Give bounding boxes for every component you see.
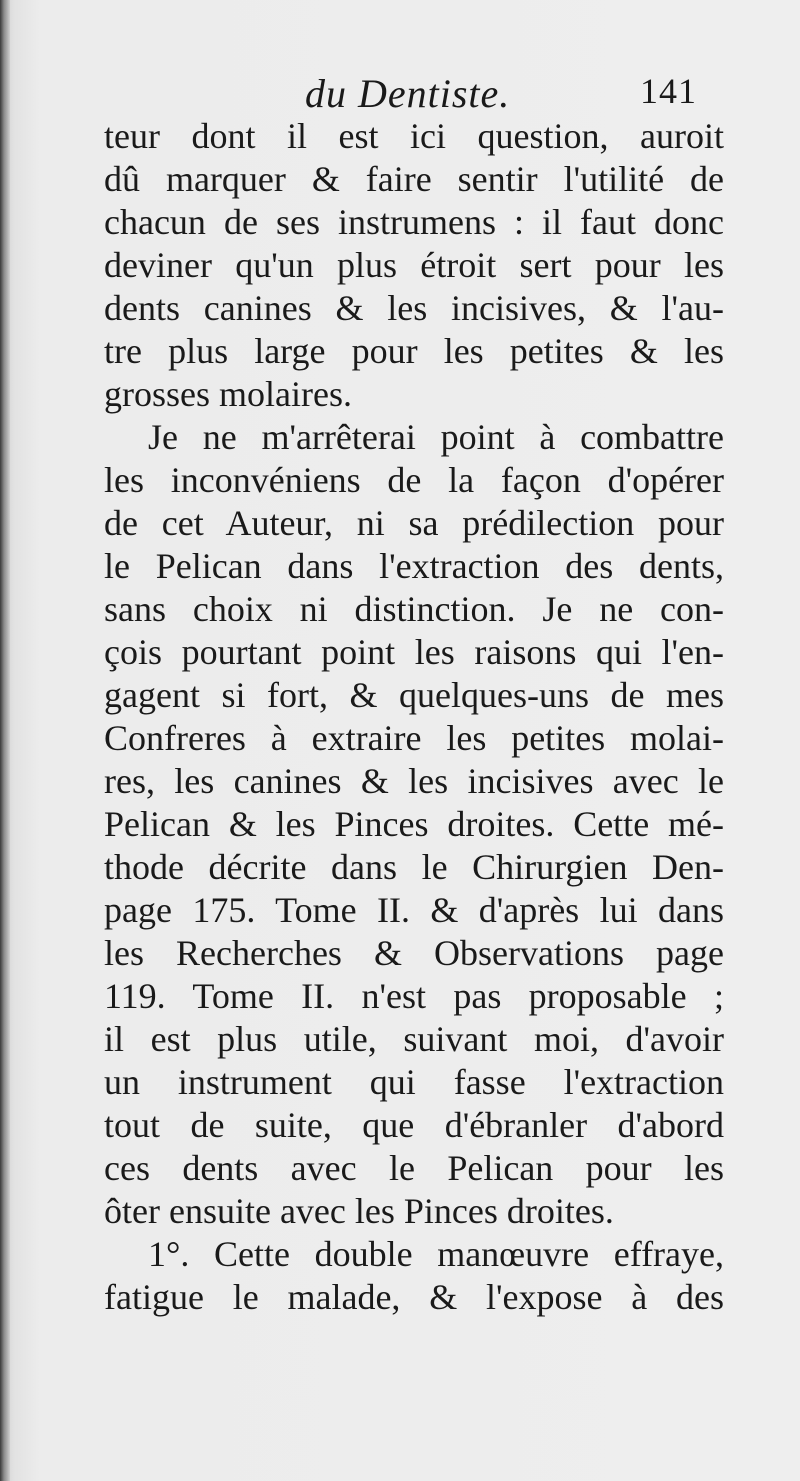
text-line: un instrument qui fasse l'extraction	[104, 1062, 724, 1102]
text-line: il est plus utile, suivant moi, d'avoir	[104, 1019, 724, 1059]
body-text	[104, 115, 724, 1319]
text-line: dents canines & les incisives, & l'au-	[104, 288, 724, 328]
running-title: du Dentiste.	[305, 71, 511, 116]
text-line-with-italic-reference: page 175. Tome II. & d'après lui dans	[104, 890, 724, 930]
text-line: thode décrite dans le Chirurgien Den-	[104, 847, 724, 887]
text-line: de cet Auteur, ni sa prédilection pour	[104, 503, 724, 543]
page-number: 141	[640, 71, 697, 111]
text-line: teur dont il est ici question, auroit	[104, 116, 724, 156]
text-line: çois pourtant point les raisons qui l'en-	[104, 632, 724, 672]
text-line: ces dents avec le Pelican pour les	[104, 1148, 724, 1188]
page-spine-edge	[0, 0, 10, 1481]
page-header	[0, 70, 800, 120]
text-line: sans choix ni distinction. Je ne con-	[104, 589, 724, 629]
text-line: deviner qu'un plus étroit sert pour les	[104, 245, 724, 285]
text-line: tre plus large pour les petites & les	[104, 331, 724, 371]
text-line: le Pelican dans l'extraction des dents,	[104, 546, 724, 586]
text-line: tout de suite, que d'ébranler d'abord	[104, 1105, 724, 1145]
paragraph-start-line: 1°. Cette double manœuvre effraye,	[148, 1234, 724, 1274]
text-line: Confreres à extraire les petites molai-	[104, 718, 724, 758]
text-line: grosses molaires.	[104, 374, 352, 414]
paragraph-start-line: Je ne m'arrêterai point à combattre	[148, 417, 724, 457]
text-line: les inconvéniens de la façon d'opérer	[104, 460, 724, 500]
text-line: gagent si fort, & quelques-uns de mes	[104, 675, 724, 715]
text-line: 119. Tome II. n'est pas proposable ;	[104, 976, 724, 1016]
text-line: les Recherches & Observations page	[104, 933, 724, 973]
text-line: fatigue le malade, & l'expose à des	[104, 1277, 724, 1317]
text-line: chacun de ses instrumens : il faut donc	[104, 202, 724, 242]
text-line: ôter ensuite avec les Pinces droites.	[104, 1191, 614, 1231]
text-line: res, les canines & les incisives avec le	[104, 761, 724, 801]
text-line: Pelican & les Pinces droites. Cette mé-	[104, 804, 724, 844]
text-line: dû marquer & faire sentir l'utilité de	[104, 159, 724, 199]
